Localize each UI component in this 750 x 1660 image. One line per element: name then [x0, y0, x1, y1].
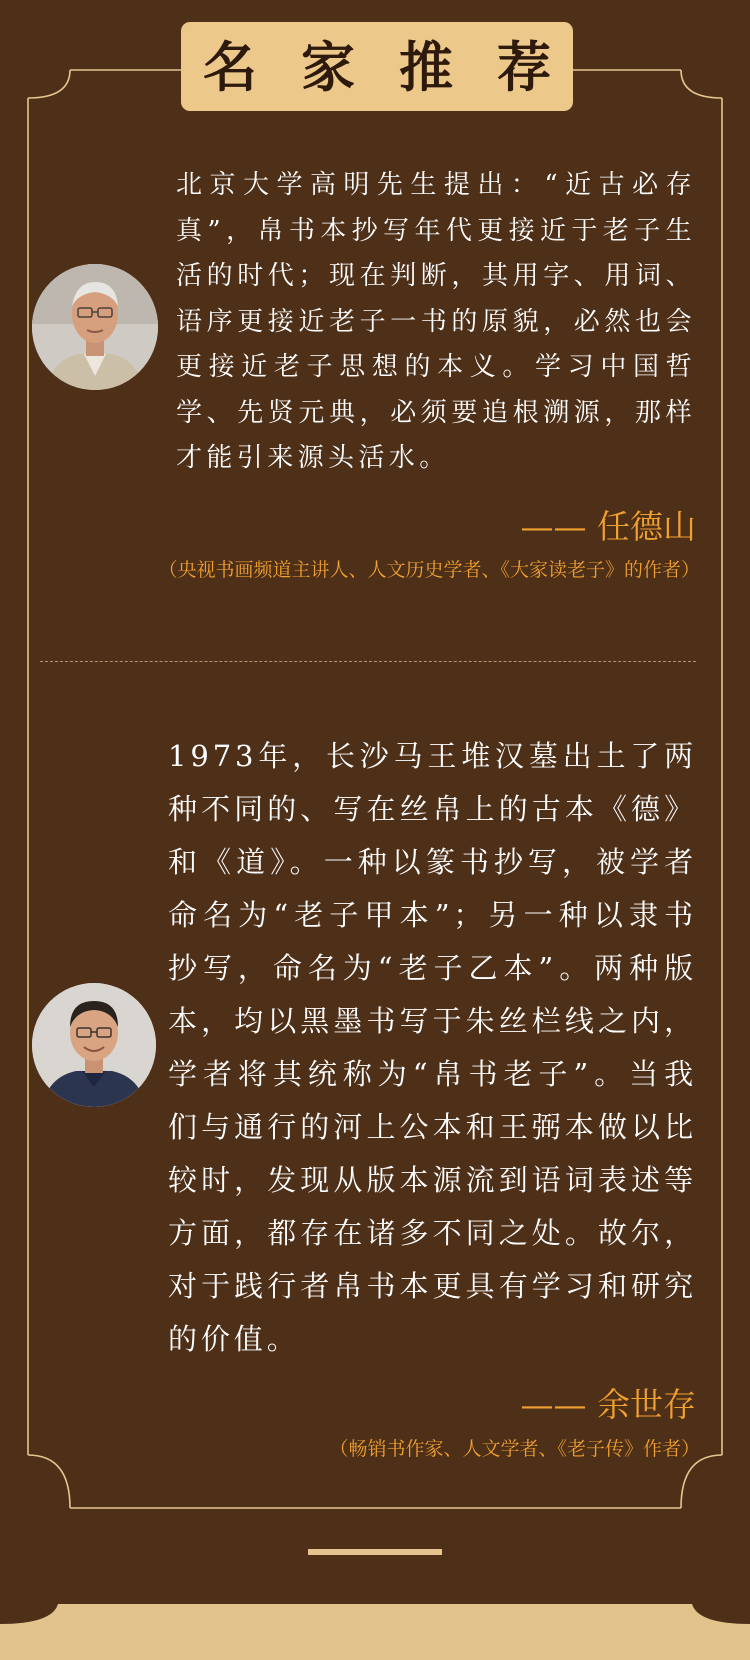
title-char: 推 [399, 34, 453, 99]
title-char: 家 [301, 34, 355, 99]
author-description: （央视书画频道主讲人、人文历史学者、《大家读老子》的作者） [158, 559, 700, 581]
footer-bar [308, 1549, 442, 1555]
recommendation-text: 1973年，长沙马王堆汉墓出土了两种不同的、写在丝帛上的古本《德》和《道》。一种以篆书抄写，被学者命名为“老子甲本”；另一种以隶书抄写，命名为“老子乙本”。两种版本，均以黑墨书写于朱丝栏线之内，学者将其统称为“帛书老子”。当我们与通行的河上公本和王弼本做以比较时，发现从版本源流到语词表述等方面，都存在诸多不同之处。故尔，对于践行者帛书本更具有学习和研究的价值。 [168, 739, 697, 1356]
avatar-ren-deshan [32, 264, 158, 390]
section-divider [40, 661, 696, 662]
title-char: 荐 [497, 34, 551, 99]
author-description: （畅销书作家、人文学者、《老子传》作者） [329, 1438, 700, 1460]
author-name: —— 任德山 [520, 507, 696, 546]
title-char: 名 [203, 34, 257, 99]
author-name: —— 余世存 [520, 1385, 696, 1424]
recommendation-text: 北京大学高明先生提出：“近古必存真”，帛书本抄写年代更接近于老子生活的时代；现在判断，其用字、用词、语序更接近老子一书的原貌，必然也会更接近老子思想的本义。学习中国哲学、先贤元典，必须要追根溯源，那样才能引来源头活水。 [176, 170, 696, 473]
avatar-yu-shicun [32, 983, 156, 1107]
bottom-platform [0, 1604, 750, 1660]
section-title-plate [181, 22, 573, 111]
